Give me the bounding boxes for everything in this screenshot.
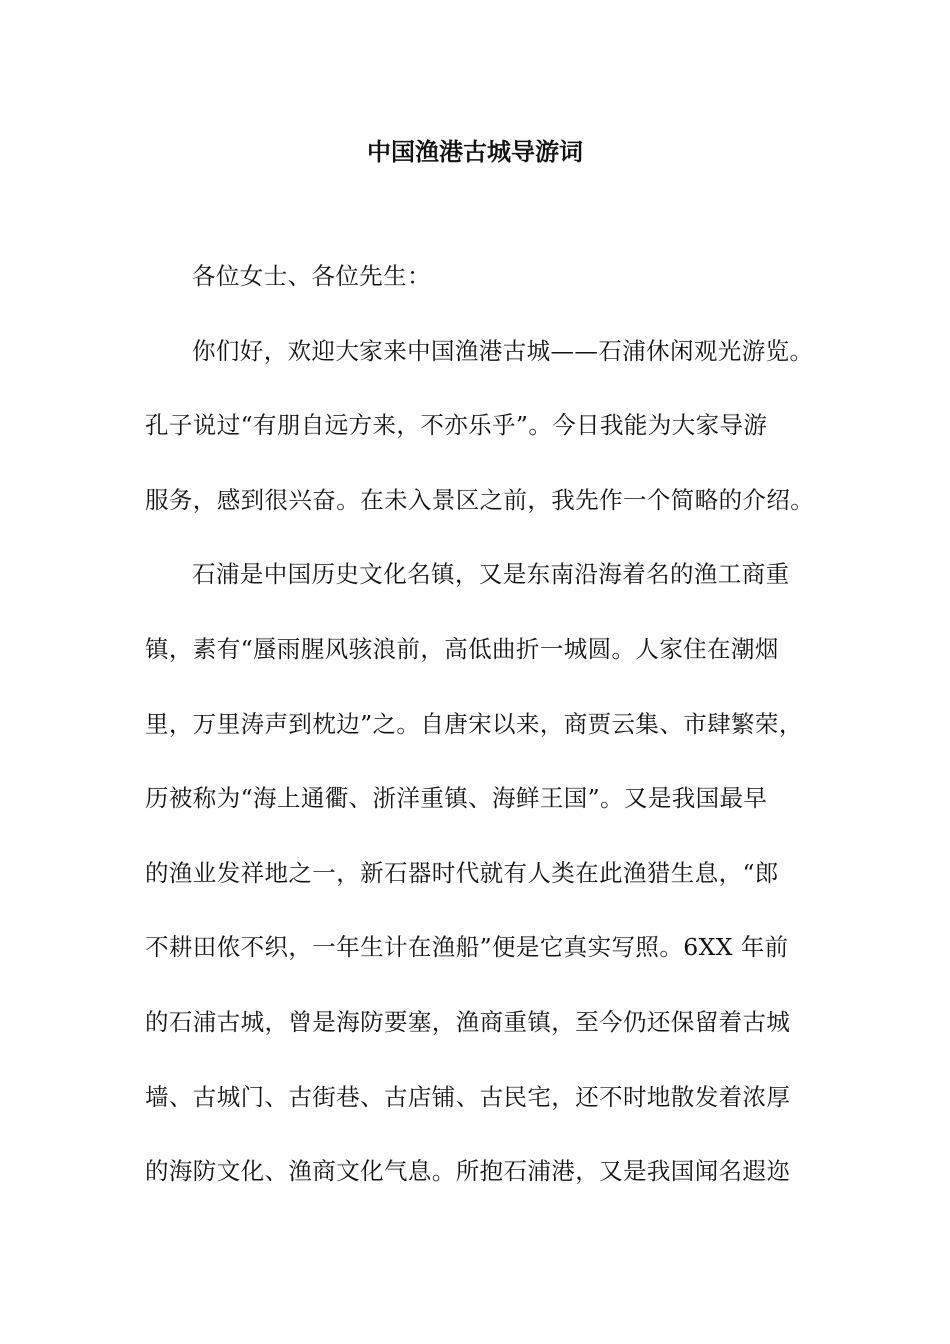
paragraph-line: 的海防文化、渔商文化气息。所抱石浦港，又是我国闻名遐迩 xyxy=(145,1157,791,1186)
salutation-line: 各位女士、各位先生： xyxy=(192,262,431,290)
paragraph-line: 石浦是中国历史文化名镇，又是东南沿海着名的渔工商重 xyxy=(192,560,790,589)
paragraph-line: 不耕田侬不织，一年生计在渔船”便是它真实写照。6XX 年前 xyxy=(145,933,789,962)
paragraph-line: 的渔业发祥地之一，新石器时代就有人类在此渔猎生息，“郎 xyxy=(145,858,779,887)
paragraph-line: 镇，素有“蜃雨腥风骇浪前，高低曲折一城圆。人家住在潮烟 xyxy=(145,634,779,663)
paragraph-line: 墙、古城门、古街巷、古店铺、古民宅，还不时地散发着浓厚 xyxy=(145,1082,791,1111)
paragraph-line: 的石浦古城，曾是海防要塞，渔商重镇，至今仍还保留着古城 xyxy=(145,1007,791,1036)
paragraph-line: 孔子说过“有朋自远方来，不亦乐乎”。今日我能为大家导游 xyxy=(145,411,768,440)
document-title: 中国渔港古城导游词 xyxy=(367,137,583,166)
paragraph-line: 历被称为“海上通衢、浙洋重镇、海鲜王国”。又是我国最早 xyxy=(145,784,768,813)
paragraph-line: 你们好，欢迎大家来中国渔港古城——石浦休闲观光游览。 xyxy=(192,336,814,365)
document-body xyxy=(145,258,815,1228)
paragraph-line: 里，万里涛声到枕边”之。自唐宋以来，商贾云集、市肆繁荣， xyxy=(145,709,803,738)
paragraph-line: 服务，感到很兴奋。在未入景区之前，我先作一个简略的介绍。 xyxy=(145,485,815,514)
